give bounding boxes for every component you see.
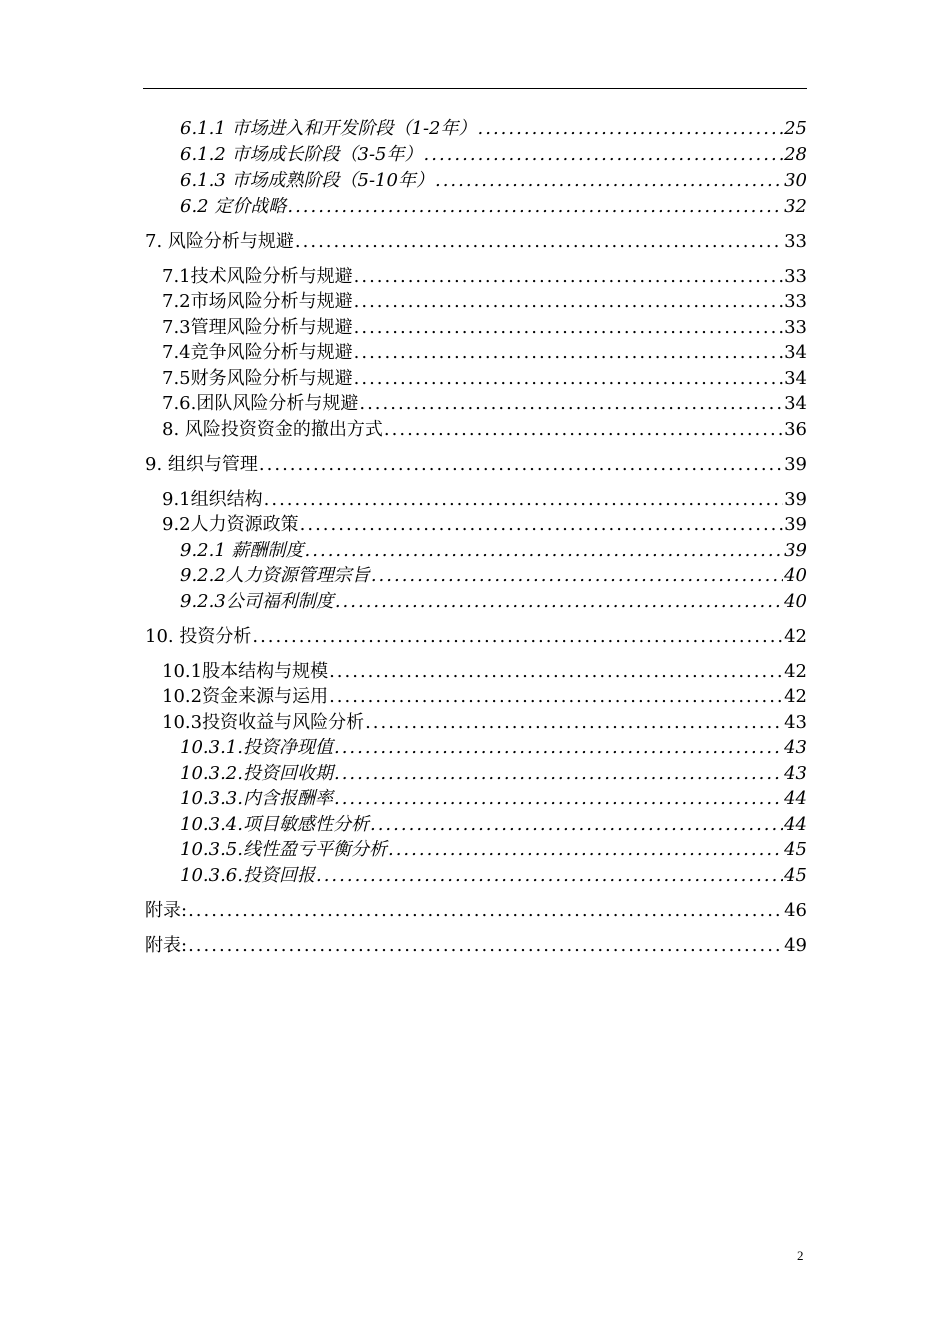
toc-entry[interactable]: [162, 266, 807, 288]
toc-entry[interactable]: [162, 489, 807, 511]
toc-leader-dots: [335, 591, 783, 613]
toc-leader-dots: [259, 454, 783, 476]
toc-entry[interactable]: [162, 419, 807, 441]
toc-entry-title: 10.3.1.投资净现值: [180, 737, 333, 758]
toc-leader-dots: [354, 342, 783, 364]
page-number: 2: [797, 1248, 804, 1263]
toc-entry[interactable]: [180, 591, 807, 613]
toc-entry[interactable]: [145, 935, 807, 957]
toc-entry[interactable]: [162, 342, 807, 364]
toc-leader-dots: [388, 839, 783, 861]
toc-entry-title: 10.2资金来源与运用: [162, 686, 329, 707]
toc-entry[interactable]: [162, 661, 807, 683]
toc-entry-page: 40: [784, 565, 807, 586]
toc-entry[interactable]: [162, 368, 807, 390]
toc-leader-dots: [295, 231, 783, 253]
toc-entry-page: 33: [784, 266, 807, 287]
toc-entry-page: 33: [784, 231, 807, 252]
toc-entry-page: 39: [784, 489, 807, 510]
toc-entry[interactable]: [145, 626, 807, 648]
toc-entry-page: 33: [784, 291, 807, 312]
toc-entry-title: 10.3.2.投资回收期: [180, 763, 333, 784]
header-rule: [143, 88, 807, 89]
toc-entry[interactable]: [180, 763, 807, 785]
toc-leader-dots: [354, 266, 783, 288]
toc-entry[interactable]: [145, 231, 807, 253]
toc-entry-title: 7.1技术风险分析与规避: [162, 266, 353, 287]
toc-leader-dots: [365, 712, 783, 734]
toc-entry-title: 7.6.团队风险分析与规避: [162, 393, 359, 414]
toc-leader-dots: [188, 900, 783, 922]
toc-entry[interactable]: [145, 454, 807, 476]
toc-entry[interactable]: [180, 737, 807, 759]
toc-leader-dots: [188, 935, 783, 957]
toc-entry-title: 10.3投资收益与风险分析: [162, 712, 365, 733]
toc-entry-title: 6.1.3 市场成熟阶段（5-10年）: [180, 170, 434, 191]
toc-entry-title: 6.1.1 市场进入和开发阶段（1-2年）: [180, 118, 477, 139]
toc-leader-dots: [300, 514, 783, 536]
toc-entry-page: 43: [784, 763, 807, 784]
toc-leader-dots: [359, 393, 783, 415]
toc-entry-page: 44: [784, 814, 807, 835]
toc-entry-title: 7. 风险分析与规避: [145, 231, 294, 252]
toc-entry[interactable]: [162, 317, 807, 339]
toc-entry-page: 43: [784, 712, 807, 733]
toc-entry-page: 34: [784, 368, 807, 389]
toc-leader-dots: [435, 170, 783, 192]
toc-leader-dots: [264, 489, 783, 511]
toc-leader-dots: [252, 626, 783, 648]
toc-entry-page: 33: [784, 317, 807, 338]
toc-leader-dots: [354, 317, 783, 339]
toc-entry[interactable]: [180, 565, 807, 587]
toc-entry-title: 10.1股本结构与规模: [162, 661, 329, 682]
toc-entry-title: 7.4竞争风险分析与规避: [162, 342, 353, 363]
toc-leader-dots: [354, 291, 783, 313]
toc-entry-page: 49: [784, 935, 807, 956]
toc-entry[interactable]: [162, 393, 807, 415]
toc-entry-page: 28: [784, 144, 807, 165]
toc-leader-dots: [424, 144, 784, 166]
toc-entry-page: 45: [784, 865, 807, 886]
toc-entry-title: 7.5财务风险分析与规避: [162, 368, 353, 389]
toc-entry[interactable]: [162, 514, 807, 536]
toc-entry-page: 44: [784, 788, 807, 809]
toc-entry-title: 7.3管理风险分析与规避: [162, 317, 353, 338]
toc-entry-page: 39: [784, 540, 807, 561]
toc-leader-dots: [334, 737, 783, 759]
toc-entry-title: 9.2.1 薪酬制度: [180, 540, 304, 561]
toc-entry[interactable]: [180, 118, 807, 140]
toc-entry-page: 39: [784, 514, 807, 535]
toc-leader-dots: [329, 686, 783, 708]
toc-entry-title: 7.2市场风险分析与规避: [162, 291, 353, 312]
toc-entry-page: 42: [784, 626, 807, 647]
toc-leader-dots: [316, 865, 783, 887]
toc-entry-title: 9.2.3公司福利制度: [180, 591, 334, 612]
toc-entry-title: 10.3.5.线性盈亏平衡分析: [180, 839, 387, 860]
toc-entry[interactable]: [180, 196, 807, 218]
toc-entry[interactable]: [180, 144, 807, 166]
toc-entry[interactable]: [180, 814, 807, 836]
toc-leader-dots: [371, 565, 783, 587]
toc-leader-dots: [334, 763, 783, 785]
toc-entry-page: 34: [784, 393, 807, 414]
toc-entry-title: 6.2 定价战略: [180, 196, 287, 217]
toc-entry[interactable]: [162, 712, 807, 734]
toc-entry-title: 10.3.4.项目敏感性分析: [180, 814, 369, 835]
toc-entry-page: 46: [784, 900, 807, 921]
toc-entry-title: 8. 风险投资资金的撤出方式: [162, 419, 383, 440]
toc-entry-page: 36: [784, 419, 807, 440]
toc-leader-dots: [334, 788, 783, 810]
toc-leader-dots: [370, 814, 783, 836]
toc-entry-page: 40: [784, 591, 807, 612]
toc-entry-title: 6.1.2 市场成长阶段（3-5年）: [180, 144, 423, 165]
toc-entry-page: 42: [784, 661, 807, 682]
toc-entry[interactable]: [162, 291, 807, 313]
toc-leader-dots: [329, 661, 783, 683]
toc-entry-page: 25: [784, 118, 807, 139]
toc-leader-dots: [384, 419, 783, 441]
toc-entry-page: 45: [784, 839, 807, 860]
toc-entry-title: 10.3.3.内含报酬率: [180, 788, 333, 809]
toc-entry-title: 9.2.2人力资源管理宗旨: [180, 565, 370, 586]
toc-entry-title: 9. 组织与管理: [145, 454, 258, 475]
toc-entry-page: 32: [784, 196, 807, 217]
toc-leader-dots: [287, 196, 783, 218]
toc-entry[interactable]: [180, 540, 807, 562]
toc-entry-page: 42: [784, 686, 807, 707]
toc-entry[interactable]: [162, 686, 807, 708]
toc-entry-page: 30: [784, 170, 807, 191]
toc-leader-dots: [478, 118, 784, 140]
toc-entry-page: 39: [784, 454, 807, 475]
toc-entry-title: 附表:: [145, 935, 188, 956]
toc-entry-page: 43: [784, 737, 807, 758]
toc-entry[interactable]: [180, 170, 807, 192]
toc-entry[interactable]: [180, 865, 807, 887]
toc-entry[interactable]: [180, 839, 807, 861]
toc-entry[interactable]: [145, 900, 807, 922]
toc-entry-title: 9.1组织结构: [162, 489, 263, 510]
toc-entry-page: 34: [784, 342, 807, 363]
toc-leader-dots: [305, 540, 784, 562]
toc-entry-title: 10. 投资分析: [145, 626, 252, 647]
toc-entry-title: 附录:: [145, 900, 188, 921]
toc-entry-title: 10.3.6.投资回报: [180, 865, 315, 886]
toc-leader-dots: [354, 368, 783, 390]
toc-entry[interactable]: [180, 788, 807, 810]
toc-entry-title: 9.2人力资源政策: [162, 514, 299, 535]
